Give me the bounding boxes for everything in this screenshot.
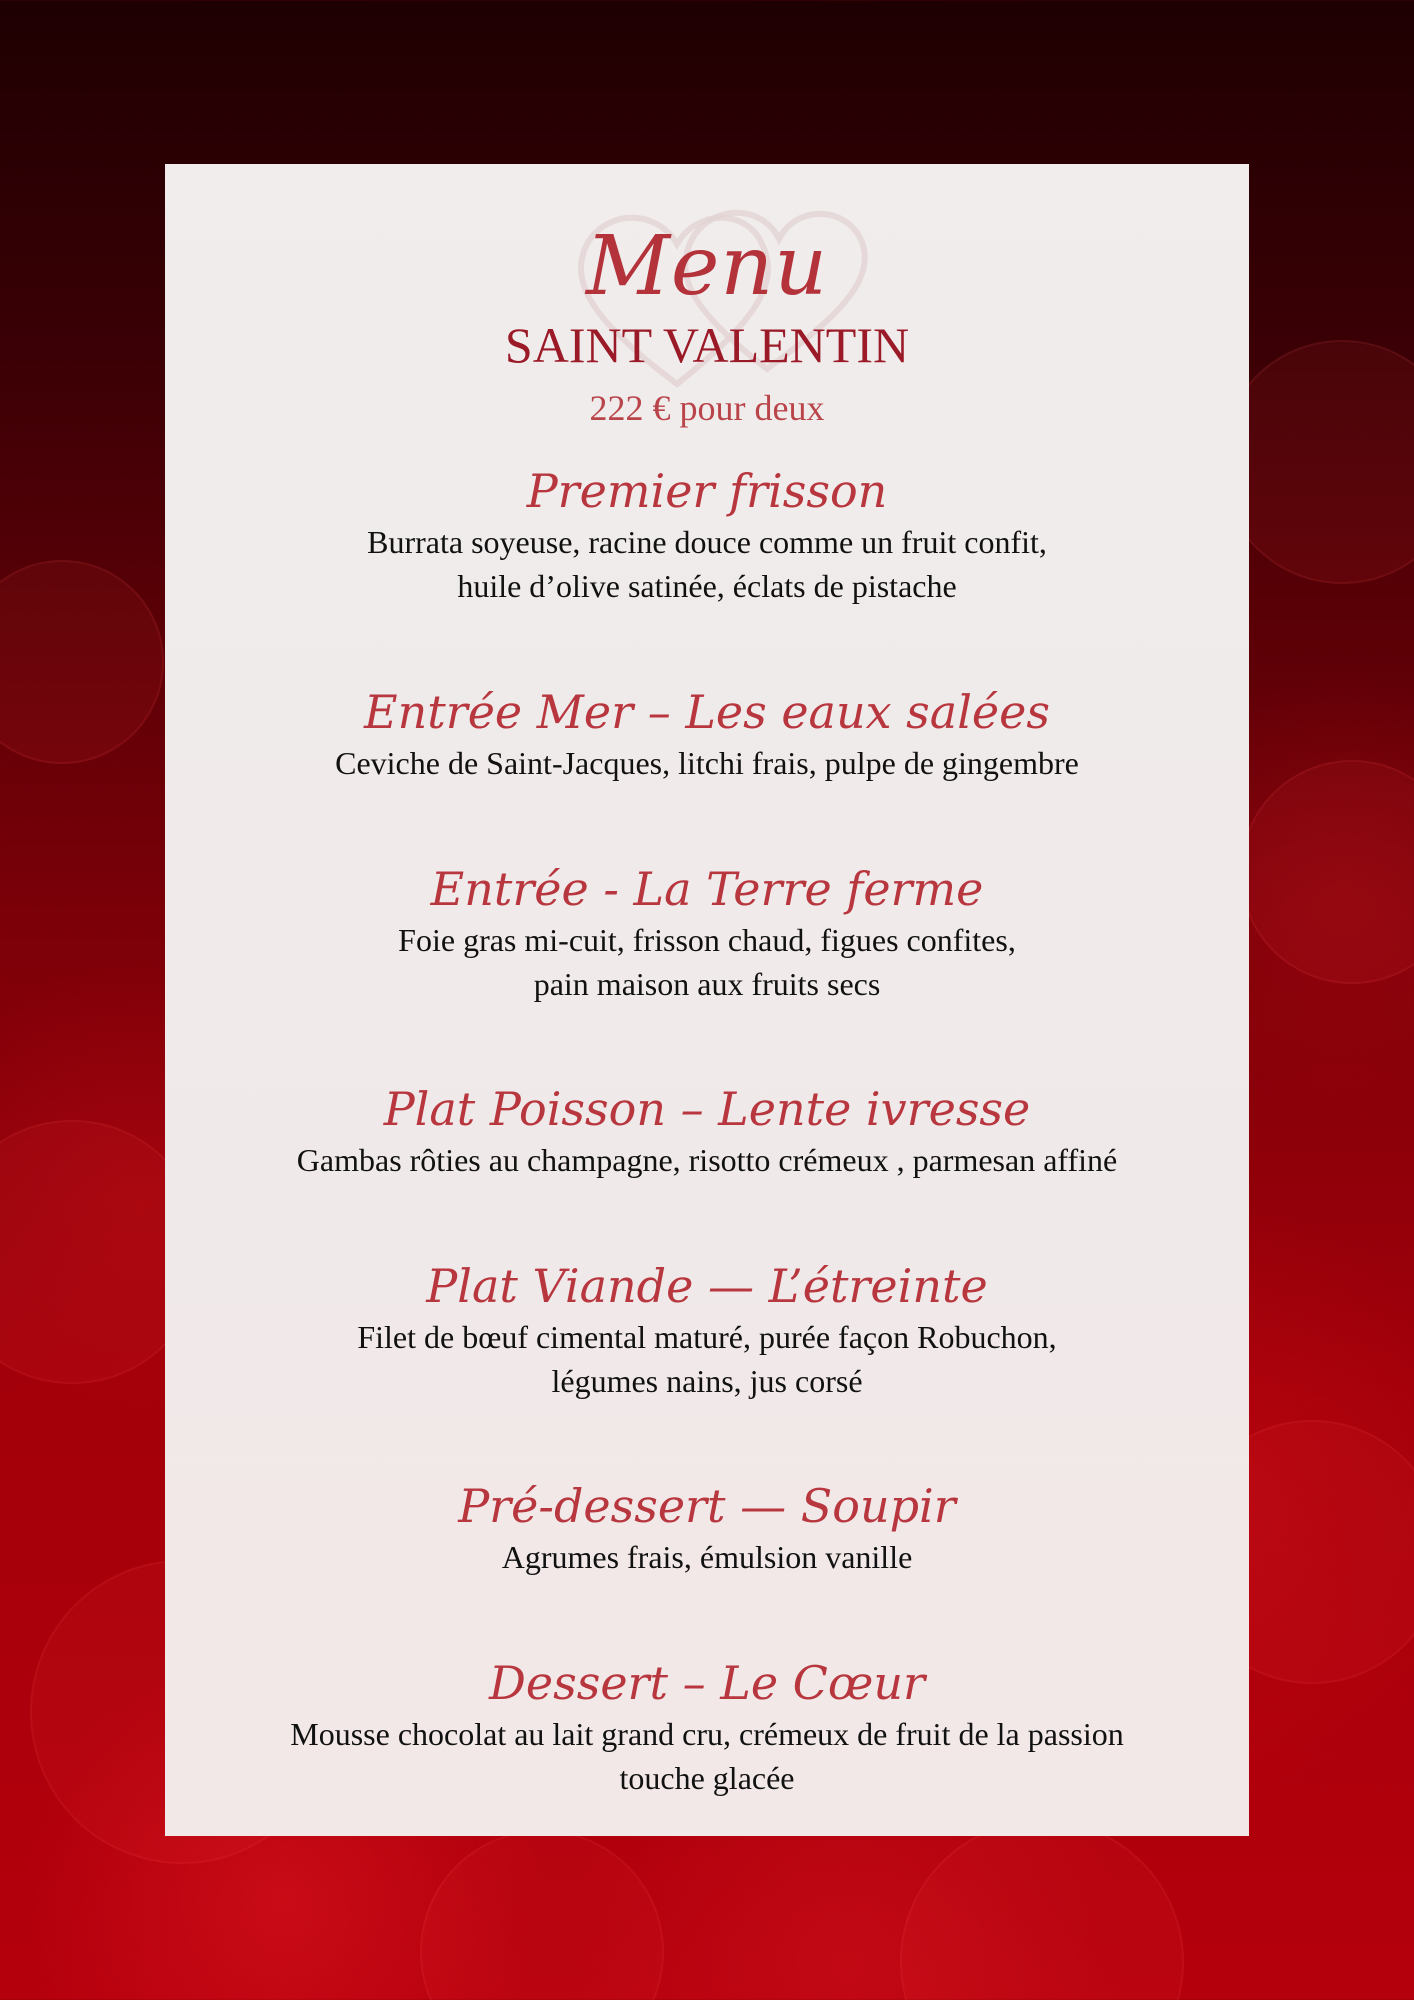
course-plat-poisson	[165, 1080, 1249, 1182]
course-description-line: pain maison aux fruits secs	[533, 966, 881, 1002]
bokeh-circle	[0, 560, 164, 764]
course-description-line: Ceviche de Saint-Jacques, litchi frais, pulpe de gingembre	[335, 745, 1079, 781]
menu-subtitle: SAINT VALENTIN	[504, 317, 910, 373]
course-description-line: huile d’olive satinée, éclats de pistache	[457, 568, 957, 604]
menu-card	[165, 164, 1249, 1836]
course-description-line: Agrumes frais, émulsion vanille	[501, 1539, 913, 1575]
course-description-line: Burrata soyeuse, racine douce comme un fruit confit,	[367, 524, 1047, 560]
bokeh-circle	[1240, 760, 1414, 984]
course-description-line: Foie gras mi-cuit, frisson chaud, figues confites,	[398, 922, 1016, 958]
course-description-line: Mousse chocolat au lait grand cru, crémeux de fruit de la passion	[290, 1716, 1124, 1752]
course-title: Premier frisson	[526, 464, 888, 518]
course-title: Dessert – Le Cœur	[489, 1656, 925, 1710]
bokeh-circle	[900, 1820, 1184, 2000]
course-pre-dessert	[165, 1477, 1249, 1579]
bokeh-circle	[420, 1830, 664, 2000]
course-title: Entrée Mer – Les eaux salées	[364, 685, 1050, 739]
course-title: Entrée - La Terre ferme	[430, 862, 984, 916]
course-title: Pré-dessert — Soupir	[458, 1479, 956, 1533]
course-title: Plat Poisson – Lente ivresse	[383, 1082, 1031, 1136]
course-entree-terre	[165, 860, 1249, 1006]
course-premier-frisson	[165, 462, 1249, 608]
course-description-line: légumes nains, jus corsé	[551, 1363, 863, 1399]
course-description-line: Gambas rôties au champagne, risotto crémeux , parmesan affiné	[296, 1142, 1118, 1178]
course-description-line: Filet de bœuf cimental maturé, purée façon Robuchon,	[357, 1319, 1057, 1355]
course-plat-viande	[165, 1257, 1249, 1403]
menu-script-title: Menu	[585, 219, 829, 314]
course-dessert	[165, 1654, 1249, 1800]
course-description-line: touche glacée	[619, 1760, 795, 1796]
course-entree-mer	[165, 683, 1249, 785]
bokeh-circle	[1220, 340, 1414, 584]
course-title: Plat Viande — L’étreinte	[426, 1259, 988, 1313]
menu-price: 222 € pour deux	[589, 388, 825, 428]
